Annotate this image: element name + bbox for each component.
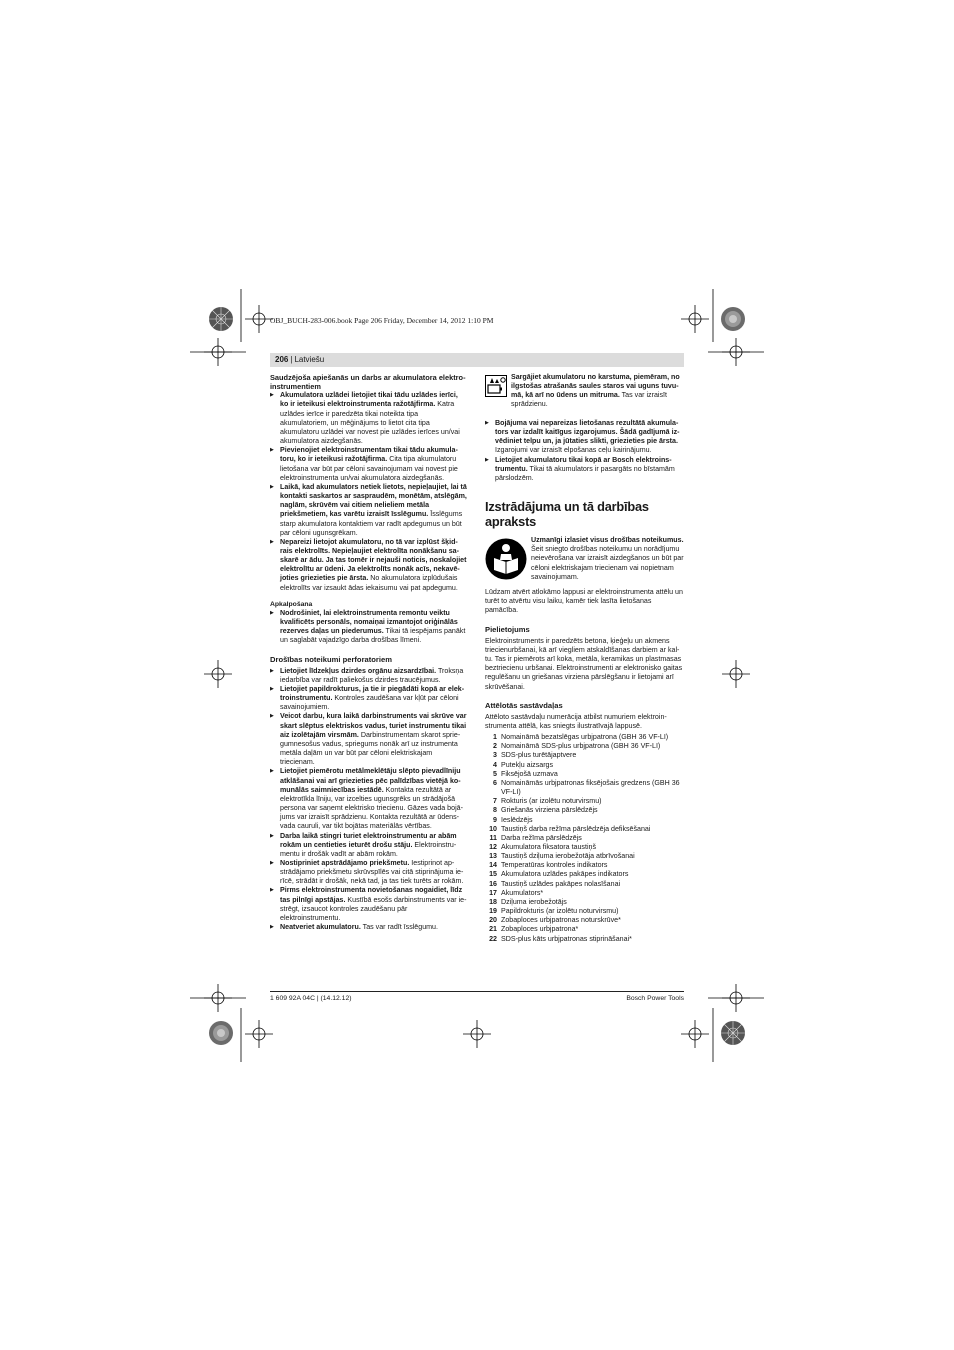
registration-mark-left-mid	[204, 660, 232, 688]
battery-heat-warning-icon	[485, 375, 507, 397]
footer-doc-number: 1 609 92A 04C | (14.12.12)	[270, 995, 352, 1002]
component-number: 14	[489, 861, 497, 870]
safety-item: ▶ Laikā, kad akumulators netiek lietots, nepieļaujiet, lai tā kontakti saskartos ar saspraudēm, monētām, atslēgām, naglām, skrūvēm vai citiem nelieliem metāla priekšmetiem, kas varētu izraisīt īsslēgumu. Īsslēgums starp akumulatora kontaktiem var radīt apdegumus un būt par cēloni ugunsgrēkam.	[270, 483, 468, 538]
component-number: 16	[489, 879, 497, 888]
component-number: 2	[493, 742, 497, 751]
component-item	[485, 925, 684, 934]
component-label: Nomaināmā bezatslēgas urbjpatrona (GBH 36 VF-LI)	[501, 733, 669, 742]
component-item	[485, 935, 684, 944]
warning-text: Sargājiet akumulatoru no karstuma, piemēram, no ilgstošas atrašanās saules staros vai uguns tuvumā, kā arī no ūdens un mitruma. Tas var izraisīt sprādzienu.	[511, 373, 680, 409]
component-label: Nomaināmā SDS-plus urbjpatrona (GBH 36 VF-LI)	[501, 742, 661, 751]
component-item	[485, 852, 684, 861]
right-column	[485, 373, 684, 944]
component-item	[485, 797, 684, 806]
component-label: Griešanās virziena pārslēdzējs	[501, 806, 598, 815]
safety-item: ▶ Bojājuma vai nepareizas lietošanas rezultātā akumulators var izdalīt kaitīgus izgarojumus. Šādā gadījumā izvēdiniet telpu un, ja jūtaties slikti, griezieties pie ārsta. Izgarojumi var izraisīt elpošanas ceļu kairinājumu.	[485, 419, 684, 456]
color-target-bottom-right	[720, 1020, 746, 1046]
safety-item: ▶ Darba laikā stingri turiet elektroinstrumentu ar abām rokām un centieties ieturēt drošu stāju. Elektroinstrumentu ir drošāk vadīt ar abām rokām.	[270, 832, 468, 859]
component-number: 9	[493, 815, 497, 824]
component-number: 7	[493, 797, 497, 806]
safety-item: ▶ Lietojiet līdzekļus dzirdes orgānu aizsardzībai. Troksņa iedarbība var radīt paliekošus dzirdes traucējumus.	[270, 667, 468, 685]
component-label: Rokturis (ar izolētu noturvirsmu)	[501, 797, 602, 806]
component-item	[485, 770, 684, 779]
component-item	[485, 761, 684, 770]
registration-mark-left-top	[204, 338, 232, 366]
safety-item: ▶ Neatveriet akumulatoru. Tas var radīt īsslēgumu.	[270, 923, 468, 932]
usage-paragraph: Elektroinstruments ir paredzēts betona, ķieģeļu un akmens triecienurbšanai, kā arī viegliem atskaldīšanas darbiem ar kaltu. Tas ir piemērots arī koka, metāla, keramikas un plastmasas beztriecienu urbšanai. Elektroinstrumenti ar elektronisko gaitas regulēšanu un griešanas virziena pārslēgšanu ir lietojami arī skrūvēšanai.	[485, 636, 683, 691]
page-number: 206	[275, 355, 289, 364]
color-target-top-right	[720, 306, 746, 332]
safety-item: ▶ Pirms elektroinstrumenta novietošanas nogaidiet, līdz tas pilnīgi apstājas. Kustībā esošs darbinstruments var iestrēgt, izsaucot kontroles zaudēšanu pār elektroinstrumentu.	[270, 886, 468, 923]
component-label: Akumulatora fiksatora taustiņš	[501, 843, 597, 851]
component-item	[485, 751, 684, 760]
component-number: 21	[489, 925, 497, 934]
component-item	[485, 806, 684, 815]
component-number: 17	[489, 888, 497, 897]
safety-item: ▶ Nepareizi lietojot akumulatoru, no tā var izplūst šķidrais elektrolīts. Nepieļaujiet elektrolīta nonākšanu saskarē ar ādu. Ja tas tomēr ir nejauši noticis, noskalojiet elektrolītu ar ūdeni. Ja elektrolīts nonāk acīs, nekavējoties griezieties pie ārsta. No akumulatora izplūdušais elektrolīts var izsaukt ādas iekaisumu vai pat apdegumu.	[270, 538, 468, 593]
component-number: 3	[493, 751, 497, 760]
registration-mark-right-mid	[722, 660, 750, 688]
component-item	[485, 816, 684, 825]
component-label: Darba režīma pārslēdzējs	[501, 833, 582, 842]
component-number: 22	[489, 934, 497, 943]
component-item	[485, 870, 684, 879]
notice-text: Uzmanīgi izlasiet visus drošības noteikumus. Šeit sniegto drošības noteikumu un norādījumu neievērošana var izraisīt aizdegšanos un būt par cēloni elektriskajam triecienam vai nopietnam savainojumam.	[531, 536, 684, 581]
read-manual-notice	[485, 536, 684, 588]
registration-mark-left-bottom	[204, 984, 232, 1012]
component-item	[485, 880, 684, 889]
component-item	[485, 916, 684, 925]
component-number: 6	[493, 778, 497, 787]
component-number: 15	[489, 870, 497, 879]
read-manual-icon	[485, 538, 527, 580]
component-label: Taustiņš dziļuma ierobežotāja atbrīvošanai	[501, 852, 635, 861]
component-label: Zobaploces urbjpatrona*	[501, 925, 579, 934]
component-item	[485, 843, 684, 852]
component-item	[485, 861, 684, 870]
component-label: Taustiņš darba režīma pārslēdzēja defiksēšanai	[501, 824, 651, 833]
component-item	[485, 907, 684, 916]
component-item	[485, 733, 684, 742]
component-label: Zobaploces urbjpatronas noturskrūve*	[501, 916, 621, 925]
component-item	[485, 825, 684, 834]
section-heading: Apkalpošana	[270, 600, 313, 608]
language-label: Latviešu	[294, 355, 325, 364]
component-label: Nomaināmās urbjpatronas fiksējošais gredzens (GBH 36 VF-LI)	[501, 778, 680, 797]
safety-item: ▶ Lietojiet papildrokturus, ja tie ir piegādāti kopā ar elektroinstrumentu. Kontroles zaudēšana var kļūt par cēloni savainojumiem.	[270, 685, 468, 712]
component-label: Ieslēdzējs	[501, 815, 533, 824]
component-item	[485, 898, 684, 907]
registration-mark-right-top	[722, 338, 750, 366]
component-item	[485, 779, 684, 797]
safety-item: ▶ Lietojiet akumulatoru tikai kopā ar Bosch elektroinstrumentu. Tikai tā akumulators ir pasargāts no bīstamām pārslodzēm.	[485, 456, 684, 483]
component-item	[485, 889, 684, 898]
print-slug: OBJ_BUCH-283-006.book Page 206 Friday, December 14, 2012 1:10 PM	[270, 316, 494, 325]
component-label: Fiksējošā uzmava	[501, 769, 558, 778]
component-number: 18	[489, 897, 497, 906]
component-label: Papildrokturis (ar izolētu noturvirsmu)	[501, 907, 619, 916]
components-list	[485, 733, 684, 944]
page-header-bar	[270, 353, 684, 367]
subsection-heading: Attēlotās sastāvdaļas	[485, 700, 563, 710]
footer-brand: Bosch Power Tools	[626, 995, 684, 1002]
safety-item: ▶ Nodrošiniet, lai elektroinstrumenta remontu veiktu kvalificēts personāls, nomaiņai izmantojot oriģinālās rezerves daļas un piederumus. Tikai tā iespējams panākt un saglabāt vajadzīgo darba drošības līmeni.	[270, 609, 468, 646]
color-target-bottom-left	[208, 1020, 234, 1046]
component-item	[485, 834, 684, 843]
intro-paragraph: Lūdzam atvērt atlokāmo lappusi ar elektroinstrumenta attēlu un turēt to atvērtu visu laiku, kamēr tiek lasīta lietošanas pamācība.	[485, 588, 683, 615]
registration-mark-bottom-left	[245, 1020, 273, 1048]
component-label: Temperatūras kontroles indikators	[501, 861, 608, 870]
component-number: 19	[489, 907, 497, 916]
component-label: Akumulatora uzlādes pakāpes indikators	[501, 870, 629, 879]
safety-item: ▶ Nostipriniet apstrādājamo priekšmetu. Iestiprinot apstrādājamo priekšmetu skrūvspīlēs vai citā stiprinājuma ierīcē, strādāt ir drošāk, nekā tad, ja tas tiek turēts ar rokām.	[270, 859, 468, 886]
component-number: 10	[489, 824, 497, 833]
component-label: SDS-plus turētājaptvere	[501, 751, 577, 760]
registration-mark-bottom-right	[681, 1020, 709, 1048]
component-number: 12	[489, 843, 497, 851]
component-number: 13	[489, 852, 497, 861]
heat-warning	[485, 373, 684, 417]
component-label: Putekļu aizsargs	[501, 760, 554, 769]
component-label: Taustiņš uzlādes pakāpes nolasīšanai	[501, 879, 621, 888]
registration-mark-right-bottom	[722, 984, 750, 1012]
left-column	[270, 373, 468, 932]
component-number: 5	[493, 769, 497, 778]
component-item	[485, 742, 684, 751]
safety-item: ▶ Pievienojiet elektroinstrumentam tikai tādu akumulatoru, ko ir ieteikusi ražotājfirma. Cita tipa akumulatoru lietošana var būt par cēloni savainojumam vai novest pie elektroinstrumenta un/vai akumulatora aizdegšanās.	[270, 446, 468, 483]
subsection-heading: Pielietojums	[485, 624, 530, 634]
safety-item: ▶ Akumulatora uzlādei lietojiet tikai tādu uzlādes ierīci, ko ir ieteikusi elektroinstrumenta ražotājfirma. Katra uzlādes ierīce ir paredzēta tikai noteikta tipa akumulatoriem, un mēģinājums to lietot cita tipa akumulatoru uzlādei var novest pie uzlādes ierīces un/vai akumulatora aizdegšanās.	[270, 391, 468, 446]
page-header	[275, 354, 324, 366]
component-number: 8	[493, 806, 497, 815]
header-separator: |	[290, 355, 293, 364]
component-label: Akumulators*	[501, 888, 544, 897]
safety-item: ▶ Lietojiet piemērotu metālmeklētāju slēpto pievadlīniju atklāšanai vai arī griezieties pēc palīdzības vietējā komunālās saimniecības iestādē. Kontakta rezultātā ar elektrotīkla līniju, var izcelties ugunsgrēks un strādājošā persona var saņemt elektrisko triecienu. Gāzes vada bojājums var izraisīt sprādzienu. Kontakta rezultātā ar ūdensvada cauruli, var tikt bojātas materiālās vērtības.	[270, 767, 468, 831]
section-heading: Saudzējoša apiešanās un darbs ar akumulatora elektroinstrumentiem	[270, 373, 466, 392]
section-heading: Drošības noteikumi perforatoriem	[270, 654, 392, 664]
registration-mark-bottom-center	[463, 1020, 491, 1048]
safety-item: ▶ Veicot darbu, kura laikā darbinstruments vai skrūve var skart slēptus elektriskos vadus, turiet instrumentu tikai aiz izolētajām virsmām. Darbinstrumentam skarot spriegumnesošus vadus, spriegums nonāk arī uz instrumenta metāla daļām un var būt par cēloni elektriskajam triecienam.	[270, 712, 468, 767]
registration-mark-top-left	[245, 305, 273, 333]
section-title: Izstrādājuma un tā darbības apraksts	[485, 499, 649, 530]
footer-rule	[270, 991, 684, 992]
component-number: 4	[493, 760, 497, 769]
color-target-top-left	[208, 306, 234, 332]
registration-mark-top-right	[681, 305, 709, 333]
components-intro: Attēloto sastāvdaļu numerācija atbilst numuriem elektroinstrumenta attēlā, kas sniegts ilustratīvajā lappusē.	[485, 712, 667, 730]
component-number: 11	[489, 833, 497, 842]
component-label: SDS-plus kāts urbjpatronas stiprināšanai*	[501, 934, 632, 943]
component-label: Dziļuma ierobežotājs	[501, 897, 567, 906]
component-number: 1	[493, 733, 497, 742]
component-number: 20	[489, 916, 497, 925]
